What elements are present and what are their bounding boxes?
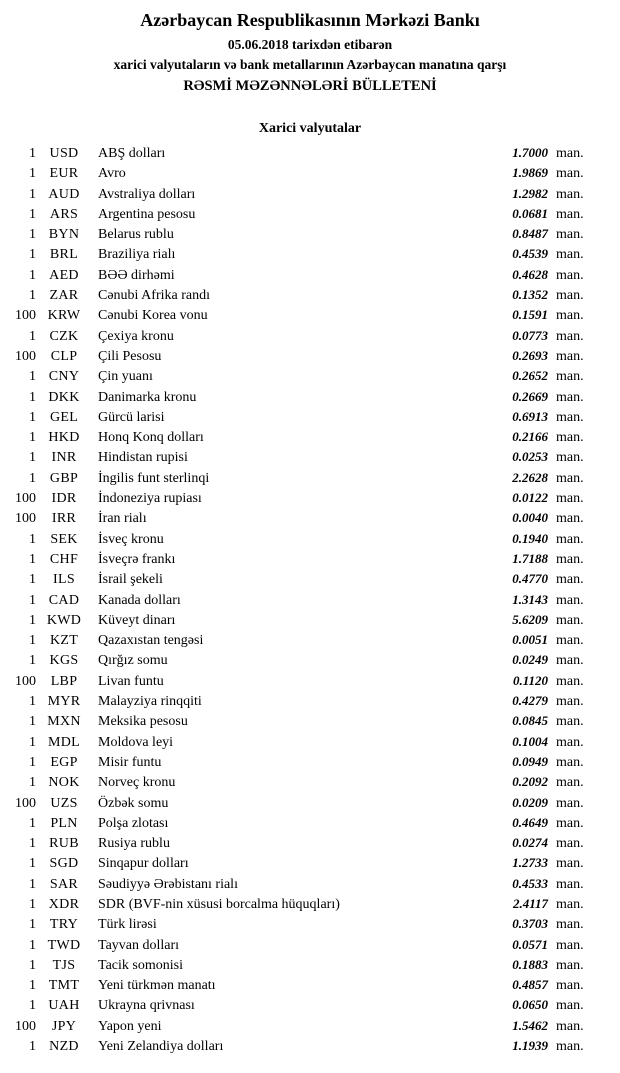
currency-name-cell: Misir funtu xyxy=(98,754,162,770)
currency-row xyxy=(0,711,620,731)
unit-cell: man. xyxy=(556,491,584,507)
quantity-cell: 1 xyxy=(29,328,36,344)
rate-cell: 0.1352 xyxy=(512,287,548,303)
currency-name-cell: Qazaxıstan tengəsi xyxy=(98,633,204,649)
rate-cell: 0.2652 xyxy=(512,368,548,384)
currency-name-cell: İran rialı xyxy=(98,511,147,527)
currency-name-cell: Cənubi Afrika randı xyxy=(98,288,210,304)
quantity-cell: 100 xyxy=(15,348,36,364)
currency-name-cell: Argentina pesosu xyxy=(98,206,196,222)
currency-code-cell: NOK xyxy=(48,775,80,791)
rate-cell: 0.6913 xyxy=(512,408,548,424)
currency-row xyxy=(0,143,620,163)
unit-cell: man. xyxy=(556,430,584,446)
rate-cell: 0.0051 xyxy=(512,632,548,648)
currency-code-cell: CAD xyxy=(48,592,80,608)
unit-cell: man. xyxy=(556,328,584,344)
currency-name-cell: İsveçrə frankı xyxy=(98,551,176,567)
currency-name-cell: Tayvan dolları xyxy=(98,937,180,953)
quantity-cell: 100 xyxy=(15,673,36,689)
rate-cell: 2.4117 xyxy=(512,895,548,911)
currency-row xyxy=(0,447,620,467)
currency-name-cell: Küveyt dinarı xyxy=(98,612,176,628)
currency-code-cell: TJS xyxy=(52,957,76,973)
currency-code-cell: JPY xyxy=(51,1018,77,1034)
currency-code-cell: TWD xyxy=(47,937,81,953)
currency-name-cell: Avstraliya dolları xyxy=(98,186,196,202)
currency-name-cell: Gürcü larisi xyxy=(98,409,165,425)
currency-row xyxy=(0,772,620,792)
currency-name-cell: İsrail şekeli xyxy=(98,572,163,588)
unit-cell: man. xyxy=(556,653,584,669)
unit-cell: man. xyxy=(556,917,584,933)
currency-row xyxy=(0,1036,620,1056)
rate-cell: 1.2733 xyxy=(512,855,548,871)
rate-cell: 0.4279 xyxy=(512,693,548,709)
unit-cell: man. xyxy=(556,754,584,770)
currency-name-cell: Çexiya kronu xyxy=(98,328,174,344)
currency-name-cell: Honq Konq dolları xyxy=(98,430,204,446)
currency-row xyxy=(0,732,620,752)
unit-cell: man. xyxy=(556,978,584,994)
currency-code-cell: UAH xyxy=(48,998,80,1014)
currency-name-cell: Avro xyxy=(98,166,126,182)
currency-name-cell: Livan funtu xyxy=(98,673,164,689)
unit-cell: man. xyxy=(556,856,584,872)
rate-cell: 0.0249 xyxy=(512,652,548,668)
quantity-cell: 1 xyxy=(29,430,36,446)
currency-name-cell: Özbək somu xyxy=(98,795,169,811)
currency-code-cell: CLP xyxy=(50,348,78,364)
currency-row xyxy=(0,326,620,346)
quantity-cell: 1 xyxy=(29,653,36,669)
quantity-cell: 1 xyxy=(29,998,36,1014)
currency-code-cell: NZD xyxy=(49,1039,79,1055)
unit-cell: man. xyxy=(556,348,584,364)
currency-code-cell: TRY xyxy=(49,917,79,933)
rate-cell: 1.9869 xyxy=(512,165,548,181)
quantity-cell: 1 xyxy=(29,633,36,649)
rate-cell: 0.0253 xyxy=(512,449,548,465)
unit-cell: man. xyxy=(556,1039,584,1055)
quantity-cell: 1 xyxy=(29,896,36,912)
currency-row xyxy=(0,184,620,204)
currency-code-cell: IDR xyxy=(51,491,77,507)
currency-row xyxy=(0,285,620,305)
unit-cell: man. xyxy=(556,592,584,608)
rate-cell: 2.2628 xyxy=(512,469,548,485)
quantity-cell: 1 xyxy=(29,937,36,953)
quantity-cell: 1 xyxy=(29,227,36,243)
unit-cell: man. xyxy=(556,612,584,628)
rate-cell: 0.1004 xyxy=(512,733,548,749)
currency-name-cell: Yeni türkmən manatı xyxy=(98,978,216,994)
quantity-cell: 1 xyxy=(29,957,36,973)
unit-cell: man. xyxy=(556,470,584,486)
currency-code-cell: TMT xyxy=(48,978,80,994)
currency-row xyxy=(0,610,620,630)
currency-code-cell: EGP xyxy=(50,754,78,770)
rate-cell: 0.0040 xyxy=(512,510,548,526)
unit-cell: man. xyxy=(556,957,584,973)
currency-row xyxy=(0,1016,620,1036)
unit-cell: man. xyxy=(556,775,584,791)
rate-cell: 0.0209 xyxy=(512,794,548,810)
currency-code-cell: DKK xyxy=(48,389,80,405)
quantity-cell: 1 xyxy=(29,186,36,202)
currency-row xyxy=(0,813,620,833)
currency-row xyxy=(0,914,620,934)
currency-name-cell: BƏƏ dirhəmi xyxy=(98,267,175,283)
currency-name-cell: Braziliya rialı xyxy=(98,247,176,263)
unit-cell: man. xyxy=(556,267,584,283)
unit-cell: man. xyxy=(556,795,584,811)
rate-cell: 0.0949 xyxy=(512,753,548,769)
rate-cell: 0.1883 xyxy=(512,956,548,972)
currency-row xyxy=(0,244,620,264)
currency-row xyxy=(0,853,620,873)
rate-cell: 0.1120 xyxy=(512,672,548,688)
currency-code-cell: HKD xyxy=(48,430,80,446)
section-title-foreign-currencies: Xarici valyutalar xyxy=(258,121,362,136)
currency-code-cell: PLN xyxy=(50,815,78,831)
currency-row xyxy=(0,427,620,447)
rate-cell: 0.2092 xyxy=(512,774,548,790)
currency-row xyxy=(0,793,620,813)
quantity-cell: 1 xyxy=(29,714,36,730)
rate-cell: 0.2693 xyxy=(512,347,548,363)
rate-cell: 0.4857 xyxy=(512,977,548,993)
currency-row xyxy=(0,569,620,589)
currency-name-cell: Moldova leyi xyxy=(98,734,174,750)
quantity-cell: 1 xyxy=(29,876,36,892)
quantity-cell: 1 xyxy=(29,267,36,283)
rate-cell: 0.2166 xyxy=(512,429,548,445)
currency-name-cell: Çin yuanı xyxy=(98,369,153,385)
currency-name-cell: Türk lirəsi xyxy=(98,917,157,933)
currency-row xyxy=(0,549,620,569)
rate-cell: 0.0681 xyxy=(512,205,548,221)
currency-row xyxy=(0,752,620,772)
quantity-cell: 1 xyxy=(29,551,36,567)
currency-code-cell: CNY xyxy=(48,369,80,385)
currency-row xyxy=(0,346,620,366)
quantity-cell: 1 xyxy=(29,694,36,710)
currency-row xyxy=(0,935,620,955)
unit-cell: man. xyxy=(556,531,584,547)
unit-cell: man. xyxy=(556,206,584,222)
currency-code-cell: IRR xyxy=(51,511,77,527)
rate-cell: 0.2669 xyxy=(512,388,548,404)
currency-code-cell: BYN xyxy=(48,227,80,243)
rate-cell: 0.4770 xyxy=(512,571,548,587)
quantity-cell: 1 xyxy=(29,815,36,831)
currency-name-cell: Səudiyyə Ərəbistanı rialı xyxy=(98,876,238,892)
currency-name-cell: Ukrayna qrivnası xyxy=(98,998,195,1014)
currency-row xyxy=(0,265,620,285)
currency-row xyxy=(0,671,620,691)
currency-code-cell: GBP xyxy=(49,470,79,486)
currency-name-cell: SDR (BVF-nin xüsusi borcalma hüquqları) xyxy=(98,896,340,912)
currency-code-cell: GEL xyxy=(49,409,79,425)
quantity-cell: 100 xyxy=(15,491,36,507)
currency-rate-table xyxy=(0,143,620,1056)
unit-cell: man. xyxy=(556,815,584,831)
rate-cell: 1.7188 xyxy=(512,550,548,566)
rate-cell: 5.6209 xyxy=(512,611,548,627)
rate-cell: 0.4539 xyxy=(512,246,548,262)
quantity-cell: 1 xyxy=(29,856,36,872)
currency-name-cell: Yeni Zelandiya dolları xyxy=(98,1039,224,1055)
quantity-cell: 1 xyxy=(29,206,36,222)
quantity-cell: 100 xyxy=(15,308,36,324)
rate-cell: 0.0845 xyxy=(512,713,548,729)
currency-row xyxy=(0,305,620,325)
unit-cell: man. xyxy=(556,511,584,527)
currency-code-cell: LBP xyxy=(50,673,78,689)
rate-cell: 1.2982 xyxy=(512,185,548,201)
rate-cell: 0.0650 xyxy=(512,997,548,1013)
currency-code-cell: USD xyxy=(49,146,79,161)
unit-cell: man. xyxy=(556,937,584,953)
quantity-cell: 1 xyxy=(29,288,36,304)
currency-row xyxy=(0,387,620,407)
quantity-cell: 1 xyxy=(29,146,36,161)
quantity-cell: 1 xyxy=(29,409,36,425)
currency-name-cell: Çili Pesosu xyxy=(98,348,162,364)
currency-name-cell: Polşa zlotası xyxy=(98,815,169,831)
unit-cell: man. xyxy=(556,1018,584,1034)
unit-cell: man. xyxy=(556,288,584,304)
quantity-cell: 1 xyxy=(29,612,36,628)
currency-name-cell: Malayziya rinqqiti xyxy=(98,694,202,710)
unit-cell: man. xyxy=(556,450,584,466)
currency-name-cell: Kanada dolları xyxy=(98,592,181,608)
currency-name-cell: ABŞ dolları xyxy=(98,146,166,161)
currency-code-cell: SEK xyxy=(50,531,78,547)
unit-cell: man. xyxy=(556,186,584,202)
unit-cell: man. xyxy=(556,998,584,1014)
currency-row xyxy=(0,630,620,650)
currency-name-cell: Belarus rublu xyxy=(98,227,174,243)
currency-name-cell: Qırğız somu xyxy=(98,653,168,669)
currency-name-cell: Rusiya rublu xyxy=(98,836,170,852)
unit-cell: man. xyxy=(556,389,584,405)
currency-row xyxy=(0,407,620,427)
currency-row xyxy=(0,204,620,224)
currency-code-cell: AED xyxy=(49,267,79,283)
rate-cell: 1.3143 xyxy=(512,591,548,607)
currency-code-cell: ILS xyxy=(53,572,75,588)
currency-row xyxy=(0,529,620,549)
rate-cell: 1.1939 xyxy=(512,1038,548,1054)
quantity-cell: 1 xyxy=(29,754,36,770)
rate-cell: 1.5462 xyxy=(512,1017,548,1033)
unit-cell: man. xyxy=(556,166,584,182)
currency-name-cell: Danimarka kronu xyxy=(98,389,197,405)
quantity-cell: 1 xyxy=(29,1039,36,1055)
currency-row xyxy=(0,224,620,244)
currency-code-cell: KWD xyxy=(46,612,82,628)
quantity-cell: 1 xyxy=(29,247,36,263)
currency-code-cell: INR xyxy=(51,450,77,466)
unit-cell: man. xyxy=(556,876,584,892)
currency-code-cell: KGS xyxy=(49,653,79,669)
currency-name-cell: İsveç kronu xyxy=(98,531,164,547)
currency-row xyxy=(0,995,620,1015)
unit-cell: man. xyxy=(556,146,584,161)
quantity-cell: 1 xyxy=(29,166,36,182)
quantity-cell: 1 xyxy=(29,978,36,994)
rate-cell: 0.1940 xyxy=(512,530,548,546)
rate-cell: 0.0122 xyxy=(512,490,548,506)
quantity-cell: 1 xyxy=(29,470,36,486)
currency-code-cell: BRL xyxy=(49,247,79,263)
currency-name-cell: Hindistan rupisi xyxy=(98,450,188,466)
quantity-cell: 1 xyxy=(29,531,36,547)
currency-code-cell: SAR xyxy=(49,876,79,892)
currency-code-cell: RUB xyxy=(49,836,79,852)
currency-name-cell: Sinqapur dolları xyxy=(98,856,189,872)
currency-row xyxy=(0,508,620,528)
currency-name-cell: İngilis funt sterlinqi xyxy=(98,470,210,486)
currency-row xyxy=(0,833,620,853)
quantity-cell: 1 xyxy=(29,917,36,933)
quantity-cell: 100 xyxy=(15,511,36,527)
quantity-cell: 1 xyxy=(29,369,36,385)
rate-cell: 1.7000 xyxy=(512,145,548,160)
unit-cell: man. xyxy=(556,308,584,324)
unit-cell: man. xyxy=(556,409,584,425)
rate-cell: 0.0274 xyxy=(512,835,548,851)
currency-row xyxy=(0,650,620,670)
unit-cell: man. xyxy=(556,551,584,567)
quantity-cell: 1 xyxy=(29,775,36,791)
unit-cell: man. xyxy=(556,734,584,750)
unit-cell: man. xyxy=(556,836,584,852)
unit-cell: man. xyxy=(556,369,584,385)
quantity-cell: 100 xyxy=(15,795,36,811)
bulletin-header xyxy=(0,0,620,97)
quantity-cell: 1 xyxy=(29,389,36,405)
currency-row xyxy=(0,163,620,183)
currency-row xyxy=(0,468,620,488)
currency-code-cell: AUD xyxy=(48,186,80,202)
currency-code-cell: MXN xyxy=(47,714,81,730)
quantity-cell: 1 xyxy=(29,836,36,852)
unit-cell: man. xyxy=(556,896,584,912)
quantity-cell: 1 xyxy=(29,734,36,750)
currency-code-cell: SGD xyxy=(49,856,79,872)
currency-code-cell: ZAR xyxy=(49,288,79,304)
effective-date-line: 05.06.2018 tarixdən etibarən xyxy=(227,37,393,52)
currency-name-cell: Norveç kronu xyxy=(98,775,176,791)
rate-cell: 0.1591 xyxy=(512,307,548,323)
currency-row xyxy=(0,488,620,508)
rate-cell: 0.4649 xyxy=(512,814,548,830)
bulletin-title: RƏSMİ MƏZƏNNƏLƏRİ BÜLLETENİ xyxy=(183,78,437,94)
currency-name-cell: Meksika pesosu xyxy=(98,714,188,730)
rate-cell: 0.3703 xyxy=(512,916,548,932)
currency-code-cell: UZS xyxy=(50,795,78,811)
currency-code-cell: CZK xyxy=(49,328,79,344)
bank-title: Azərbaycan Respublikasının Mərkəzi Bankı xyxy=(140,10,480,30)
rate-cell: 0.4533 xyxy=(512,875,548,891)
quantity-cell: 100 xyxy=(15,1018,36,1034)
unit-cell: man. xyxy=(556,714,584,730)
currency-name-cell: İndoneziya rupiası xyxy=(98,491,202,507)
currency-code-cell: CHF xyxy=(49,551,79,567)
currency-row xyxy=(0,894,620,914)
currency-row xyxy=(0,975,620,995)
quantity-cell: 1 xyxy=(29,450,36,466)
quantity-cell: 1 xyxy=(29,592,36,608)
currency-row xyxy=(0,874,620,894)
currency-name-cell: Tacik somonisi xyxy=(98,957,183,973)
rate-cell: 0.8487 xyxy=(512,226,548,242)
currency-code-cell: KZT xyxy=(49,633,79,649)
bulletin-subtitle: xarici valyutaların və bank metallarının Azərbaycan manatına qarşı xyxy=(113,57,507,72)
currency-code-cell: KRW xyxy=(47,308,81,324)
unit-cell: man. xyxy=(556,227,584,243)
rate-cell: 0.0571 xyxy=(512,936,548,952)
unit-cell: man. xyxy=(556,247,584,263)
currency-code-cell: MDL xyxy=(47,734,80,750)
unit-cell: man. xyxy=(556,673,584,689)
currency-code-cell: ARS xyxy=(49,206,79,222)
quantity-cell: 1 xyxy=(29,572,36,588)
unit-cell: man. xyxy=(556,633,584,649)
unit-cell: man. xyxy=(556,572,584,588)
currency-row xyxy=(0,955,620,975)
currency-code-cell: XDR xyxy=(48,896,80,912)
currency-name-cell: Cənubi Korea vonu xyxy=(98,308,208,324)
rate-cell: 0.4628 xyxy=(512,266,548,282)
currency-code-cell: EUR xyxy=(49,166,79,182)
currency-name-cell: Yapon yeni xyxy=(98,1018,162,1034)
rate-cell: 0.0773 xyxy=(512,327,548,343)
unit-cell: man. xyxy=(556,694,584,710)
currency-row xyxy=(0,590,620,610)
currency-code-cell: MYR xyxy=(47,694,81,710)
currency-row xyxy=(0,691,620,711)
currency-row xyxy=(0,366,620,386)
